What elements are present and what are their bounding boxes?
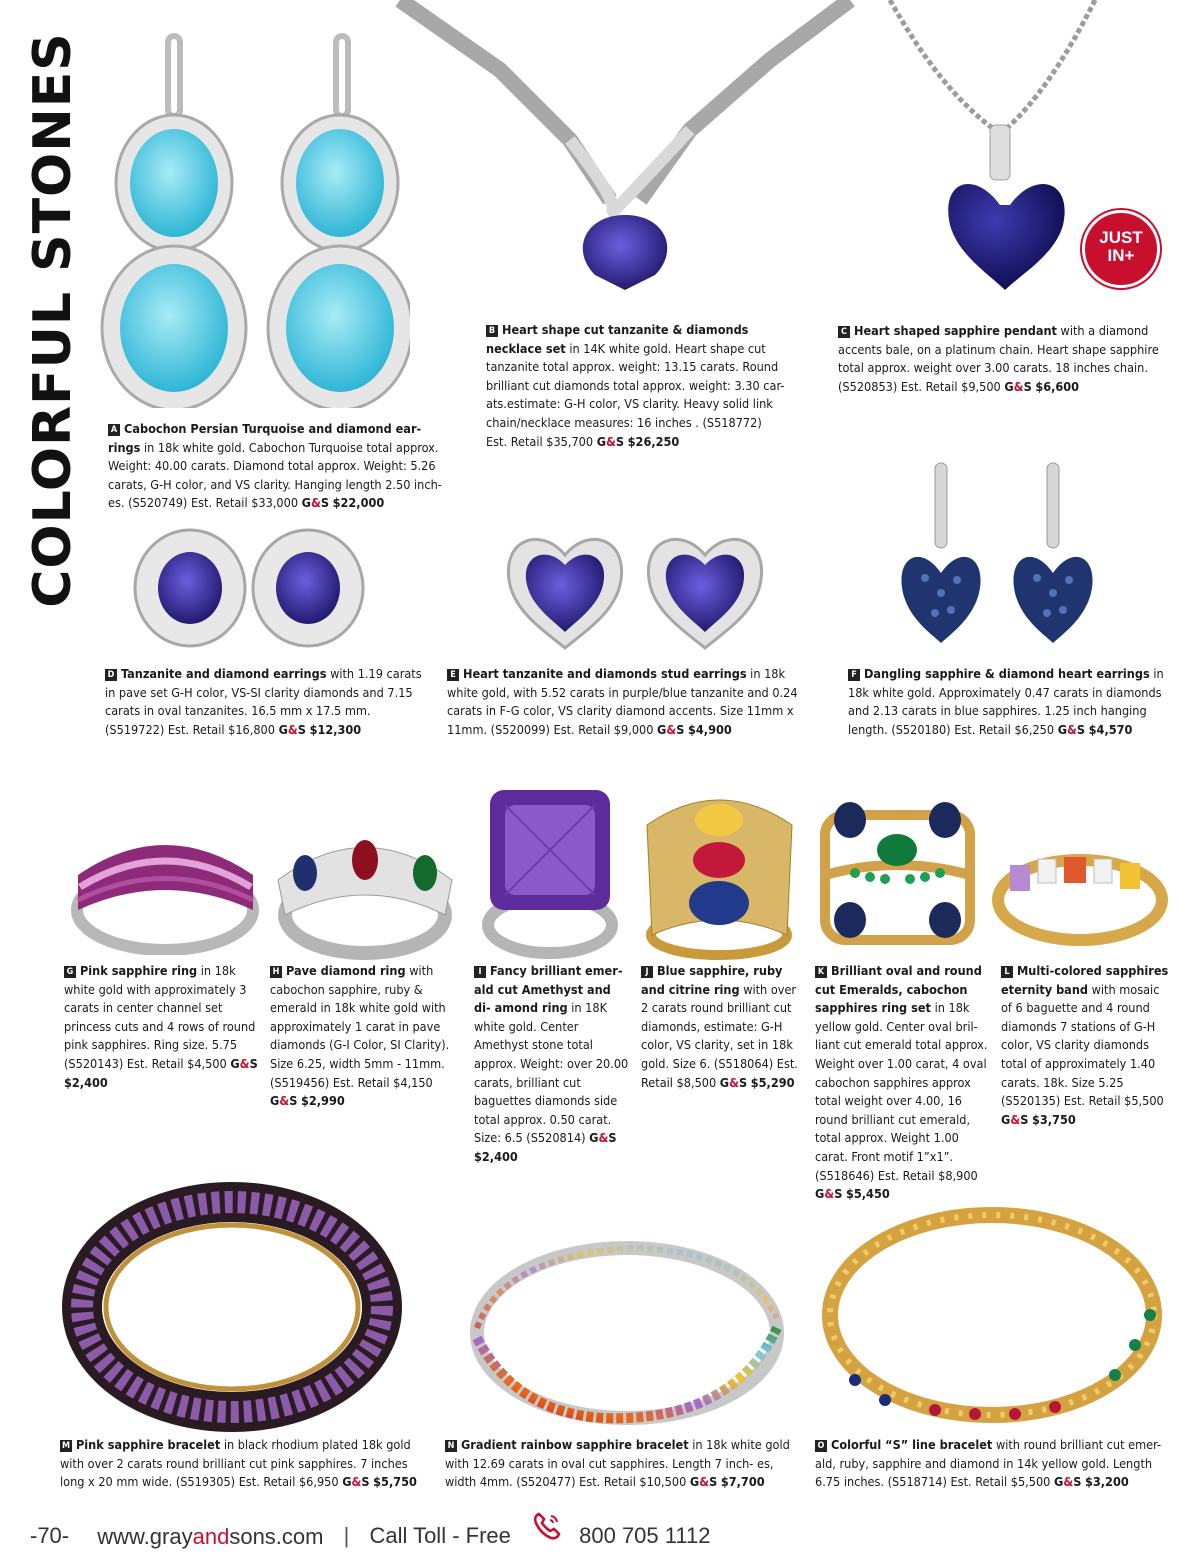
item-title: Multi-colored sapphires eternity band (1001, 963, 1169, 997)
gs-price-label: G&S (815, 1186, 843, 1202)
phone-number[interactable]: 800 705 1112 (579, 1523, 711, 1549)
caption-item-g (64, 962, 264, 1092)
item-letter-badge: L (1001, 966, 1013, 978)
caption-item-i (474, 962, 629, 1167)
product-image-f-dangling-hearts (895, 458, 1125, 648)
item-price: $12,300 (309, 721, 362, 737)
product-image-a-turquoise-earrings (100, 28, 410, 408)
item-price: $2,400 (474, 1148, 518, 1164)
item-title: Gradient rainbow sapphire bracelet (461, 1437, 689, 1452)
gs-price-label: G&S (342, 1474, 370, 1490)
item-description: with round brilliant cut emer- ald, ruby, sapphire and diamond in 14k yellow gold. Length 6.75 inches. (S518714) Est. Retail $5,500 (815, 1437, 1162, 1490)
item-title: Heart shaped sapphire pendant (854, 323, 1057, 338)
item-title: Heart tanzanite and diamonds stud earrings (463, 666, 747, 681)
item-title: Cabochon Persian Turquoise and diamond ear- rings (108, 421, 422, 455)
item-letter-badge: C (838, 326, 850, 338)
caption-item-l (1001, 962, 1173, 1129)
product-image-c-heart-pendant (880, 0, 1100, 310)
item-letter-badge: K (815, 966, 827, 978)
item-price: $3,200 (1084, 1474, 1129, 1490)
caption-item-e (447, 665, 819, 739)
item-title: Tanzanite and diamond earrings (121, 666, 327, 681)
item-title: Pink sapphire ring (80, 963, 198, 978)
item-description: with cabochon sapphire, ruby & emerald in 18k white gold with approximately 1 carat in pave diamonds (G-I Color, SI Clarity). Size 6.25, width 5mm - 11mm. (S519456) Est. Retail $4,150 (270, 963, 450, 1090)
item-description: in 18k white gold. Approximately 0.47 carats in diamonds and 2.13 carats in blue sapphires. 1.25 inch hanging length. (S520180) Est. Retail $6,250 (848, 666, 1164, 737)
item-price: $22,000 (332, 495, 385, 511)
item-description: in 18K white gold. Center Amethyst stone total approx. Weight: over 20.00 carats, brilliant cut baguettes diamonds side total approx. 0.50 carat. Size: 6.5 (S520814) (474, 1000, 629, 1146)
item-title: Pave diamond ring (286, 963, 406, 978)
product-image-g-pink-ring (68, 815, 263, 955)
item-description: with 1.19 carats in pave set G-H color, VS-SI clarity diamonds and 7.15 carats in oval tanzanites. 16.5 mm x 17.5 mm. (S519722) Est. Retail $16,800 (105, 666, 422, 737)
gs-price-label: G&S (270, 1093, 298, 1109)
product-image-h-pave-ring (270, 815, 460, 960)
item-description: in black rhodium plated 18k gold with over 2 carats round brilliant cut pink sapphires. 7 inches long x 20 mm wide. (S519305) Est. Retail $6,950 (60, 1437, 411, 1490)
gs-price-label: G&S (657, 721, 685, 737)
caption-item-h (270, 962, 455, 1111)
item-title: Heart shape cut tanzanite & diamonds necklace set (486, 322, 749, 356)
item-description: in 14K white gold. Heart shape cut tanzanite total approx. weight: 13.15 carats. Round brilliant cut diamonds total approx. weight: 3.30 car- ats.estimate: G-H color, VS clarity. Heavy solid link chain/necklace measures: 16 inches . (S518772) Est. Retail $35,700 (486, 340, 785, 449)
call-toll-free-label: Call Toll - Free (369, 1523, 511, 1549)
item-title: Colorful “S” line bracelet (831, 1437, 993, 1452)
gs-price-label: G&S (301, 495, 330, 511)
page-footer (30, 1510, 710, 1550)
item-letter-badge: B (486, 325, 498, 337)
page-number: -70- (30, 1523, 70, 1549)
product-image-b-tanzanite-necklace (380, 0, 870, 300)
caption-item-k (815, 962, 995, 1204)
gs-price-label: G&S (719, 1074, 748, 1090)
item-description: with mosaic of 6 baguette and 4 round diamonds 7 stations of G-H color, VS clarity diamonds total of approximately 1.40 carats. 18k. Size 5.25 (S520135) Est. Retail $5,500 (1001, 981, 1164, 1109)
item-letter-badge: O (815, 1440, 827, 1452)
item-price: $5,750 (373, 1474, 417, 1490)
caption-item-o (815, 1436, 1170, 1492)
caption-item-b (486, 321, 786, 451)
product-image-m-pink-bracelet (60, 1180, 405, 1435)
caption-item-j (641, 962, 803, 1092)
gs-price-label: G&S (1001, 1111, 1029, 1127)
item-description: with a diamond accents bale, on a platinum chain. Heart shape sapphire total approx. weight over 3.00 carats. 18 inches chain. (S520853) Est. Retail $9,500 (838, 323, 1159, 394)
gs-price-label: G&S (1004, 378, 1032, 394)
item-description: in 18k yellow gold. Center oval bril- liant cut emerald total approx. Weight over 1.00 carat, 4 oval cabochon sapphires approx total weight over 4.00, 16 round brilliant cut emerald, total approx. Weight 1.00 carat. Front motif 1”x1”. (S518646) Est. Retail $8,900 (815, 1000, 988, 1183)
caption-item-c (838, 322, 1160, 396)
item-letter-badge: D (105, 669, 117, 681)
item-letter-badge: N (445, 1440, 457, 1452)
caption-item-a (108, 420, 448, 513)
item-letter-badge: G (64, 966, 76, 978)
item-letter-badge: M (61, 1441, 71, 1451)
item-title: Blue sapphire, ruby and citrine ring (641, 963, 783, 997)
product-image-l-eternity-band (990, 845, 1170, 955)
caption-item-f (848, 665, 1168, 739)
item-title: Fancy brilliant emer- ald cut Amethyst and di- amond ring (474, 963, 623, 1016)
footer-separator: | (343, 1523, 350, 1549)
item-description: in 18k white gold. Cabochon Turquoise total approx. Weight: 40.00 carats. Diamond total approx. Weight: 5.26 carats, G-H color, and VS clarity. Hanging length 2.50 inch- es. (S520749) Est. Retail $33,000 (108, 439, 442, 511)
item-price: $2,990 (300, 1093, 345, 1109)
phone-icon (531, 1510, 563, 1542)
item-description: in 18k white gold, with 5.52 carats in purple/blue tanzanite and 0.24 carats in F-G color, VS clarity diamond accents. Size 11mm x 11mm. (S520099) Est. Retail $9,000 (447, 666, 798, 737)
caption-item-d (105, 665, 430, 739)
gs-price-label: G&S (1054, 1474, 1082, 1490)
gs-price-label: G&S (589, 1130, 617, 1146)
item-title: Pink sapphire bracelet (76, 1437, 221, 1452)
item-title: Dangling sapphire & diamond heart earrings (864, 666, 1150, 681)
item-price: $7,700 (720, 1474, 765, 1490)
caption-item-n (445, 1436, 790, 1492)
item-description: in 18k white gold with approximately 3 carats in center channel set princess cuts and 4 rows of round pink sapphires. Ring size. 5.75 (S520143) Est. Retail $4,500 (64, 963, 256, 1071)
product-image-n-rainbow-bracelet (462, 1218, 792, 1433)
item-description: with over 2 carats round brilliant cut diamonds, estimate: G-H color, VS clarity, set in 18k gold. Size 6. (S518064) Est. Retail $8,500 (641, 981, 798, 1090)
item-letter-badge: F (848, 669, 860, 681)
item-letter-badge: H (270, 966, 282, 978)
gs-price-label: G&S (689, 1474, 718, 1490)
badge-line-1: JUST (1099, 228, 1143, 247)
gs-price-label: G&S (596, 433, 625, 449)
gs-price-label: G&S (230, 1055, 258, 1071)
product-image-i-amethyst-ring (470, 785, 630, 960)
gs-price-label: G&S (1057, 721, 1086, 737)
website-link[interactable]: www.grayandsons.com (97, 1523, 324, 1549)
item-price: $2,400 (64, 1074, 108, 1090)
product-image-d-tanzanite-earrings (130, 528, 370, 648)
product-image-k-emerald-ring-set (815, 795, 980, 960)
product-image-j-three-stone-ring (637, 785, 802, 960)
item-price: $4,900 (688, 721, 732, 737)
gs-price-label: G&S (278, 721, 306, 737)
section-title: COLORFUL STONES (23, 32, 83, 608)
item-price: $26,250 (627, 433, 680, 449)
item-letter-badge: A (108, 424, 120, 436)
item-description: in 18k white gold with 12.69 carats in oval cut sapphires. Length 7 inch- es, width 4mm. (S520477) Est. Retail $10,500 (445, 1437, 790, 1490)
item-letter-badge: J (641, 966, 653, 978)
item-price: $6,600 (1035, 378, 1080, 394)
badge-line-2: IN+ (1107, 246, 1135, 265)
item-title: Brilliant oval and round cut Emeralds, cabochon sapphires ring set (815, 963, 982, 1016)
product-image-o-s-line-bracelet (815, 1195, 1170, 1435)
item-letter-badge: I (474, 966, 486, 978)
item-letter-badge: E (447, 669, 459, 681)
product-image-e-heart-studs (495, 530, 775, 650)
item-price: $4,570 (1088, 721, 1133, 737)
item-price: $5,290 (750, 1074, 795, 1090)
section-title-vertical (22, 32, 84, 608)
item-price: $3,750 (1031, 1111, 1076, 1127)
just-in-badge (1082, 210, 1160, 288)
caption-item-m (60, 1436, 420, 1492)
item-price: $5,450 (845, 1186, 890, 1202)
